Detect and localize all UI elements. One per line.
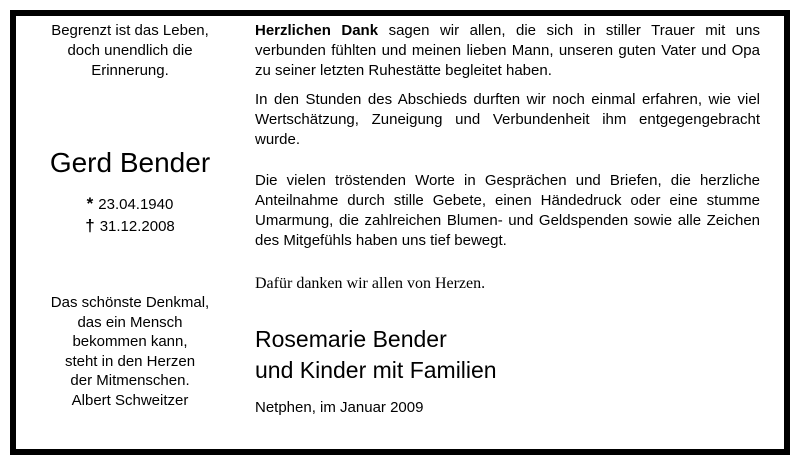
quote-bottom-line: das ein Mensch bbox=[77, 313, 183, 331]
death-date: 31.12.2008 bbox=[99, 218, 175, 235]
death-row bbox=[30, 215, 230, 237]
birth-star-icon: * bbox=[86, 194, 94, 213]
birth-date: 23.04.1940 bbox=[98, 196, 174, 213]
quote-bottom-line: Das schönste Denkmal, bbox=[50, 294, 210, 311]
quote-top-line: Begrenzt ist das Leben, bbox=[51, 22, 209, 39]
death-cross-icon: † bbox=[85, 216, 95, 235]
quote-top-line: doch unendlich die bbox=[67, 42, 193, 59]
quote-top-line: Erinnerung. bbox=[91, 62, 169, 79]
paragraph-condolences: Die vielen tröstenden Worte in Gesprächen und Briefen, die herzliche Anteilnahme durch stille Gebete, einen Händedruck oder eine stumme Umarmung, die zahlreichen Blumen- und Geldspenden sowie alle Zeichen des Mitgefühls haben uns tief bewegt. bbox=[255, 172, 760, 249]
signature-name: Rosemarie Bender bbox=[255, 326, 447, 352]
quote-bottom-line: steht in den Herzen bbox=[64, 352, 196, 370]
paragraph-thanks-bold: Herzlichen Dank bbox=[255, 22, 379, 39]
quote-bottom bbox=[30, 293, 230, 411]
birth-row bbox=[30, 193, 230, 215]
quote-bottom-line: bekommen kann, bbox=[72, 333, 188, 351]
place-date: Netphen, im Januar 2009 bbox=[255, 399, 424, 416]
paragraph-thanks-text: sagen wir allen, die sich in stiller Trauer mit uns verbunden fühlten und meinen lieben Mann, unseren guten Vater und Opa zu seiner letzten Ruhestätte begleitet haben. bbox=[255, 22, 760, 79]
quote-bottom-line: der Mitmenschen. bbox=[70, 372, 190, 390]
deceased-name: Gerd Bender bbox=[49, 147, 211, 178]
quote-top bbox=[30, 21, 230, 81]
quote-author: Albert Schweitzer bbox=[71, 391, 189, 409]
closing-thanks: Dafür danken wir allen von Herzen. bbox=[255, 275, 486, 292]
life-dates bbox=[30, 193, 230, 237]
paragraph-thanks bbox=[255, 21, 760, 81]
signature-family: und Kinder mit Familien bbox=[255, 357, 497, 383]
paragraph-farewell: In den Stunden des Abschieds durften wir noch einmal erfahren, wie viel Wertschätzung, Zuneigung und Verbundenheit ihm entgegengebracht wurde. bbox=[255, 91, 760, 148]
